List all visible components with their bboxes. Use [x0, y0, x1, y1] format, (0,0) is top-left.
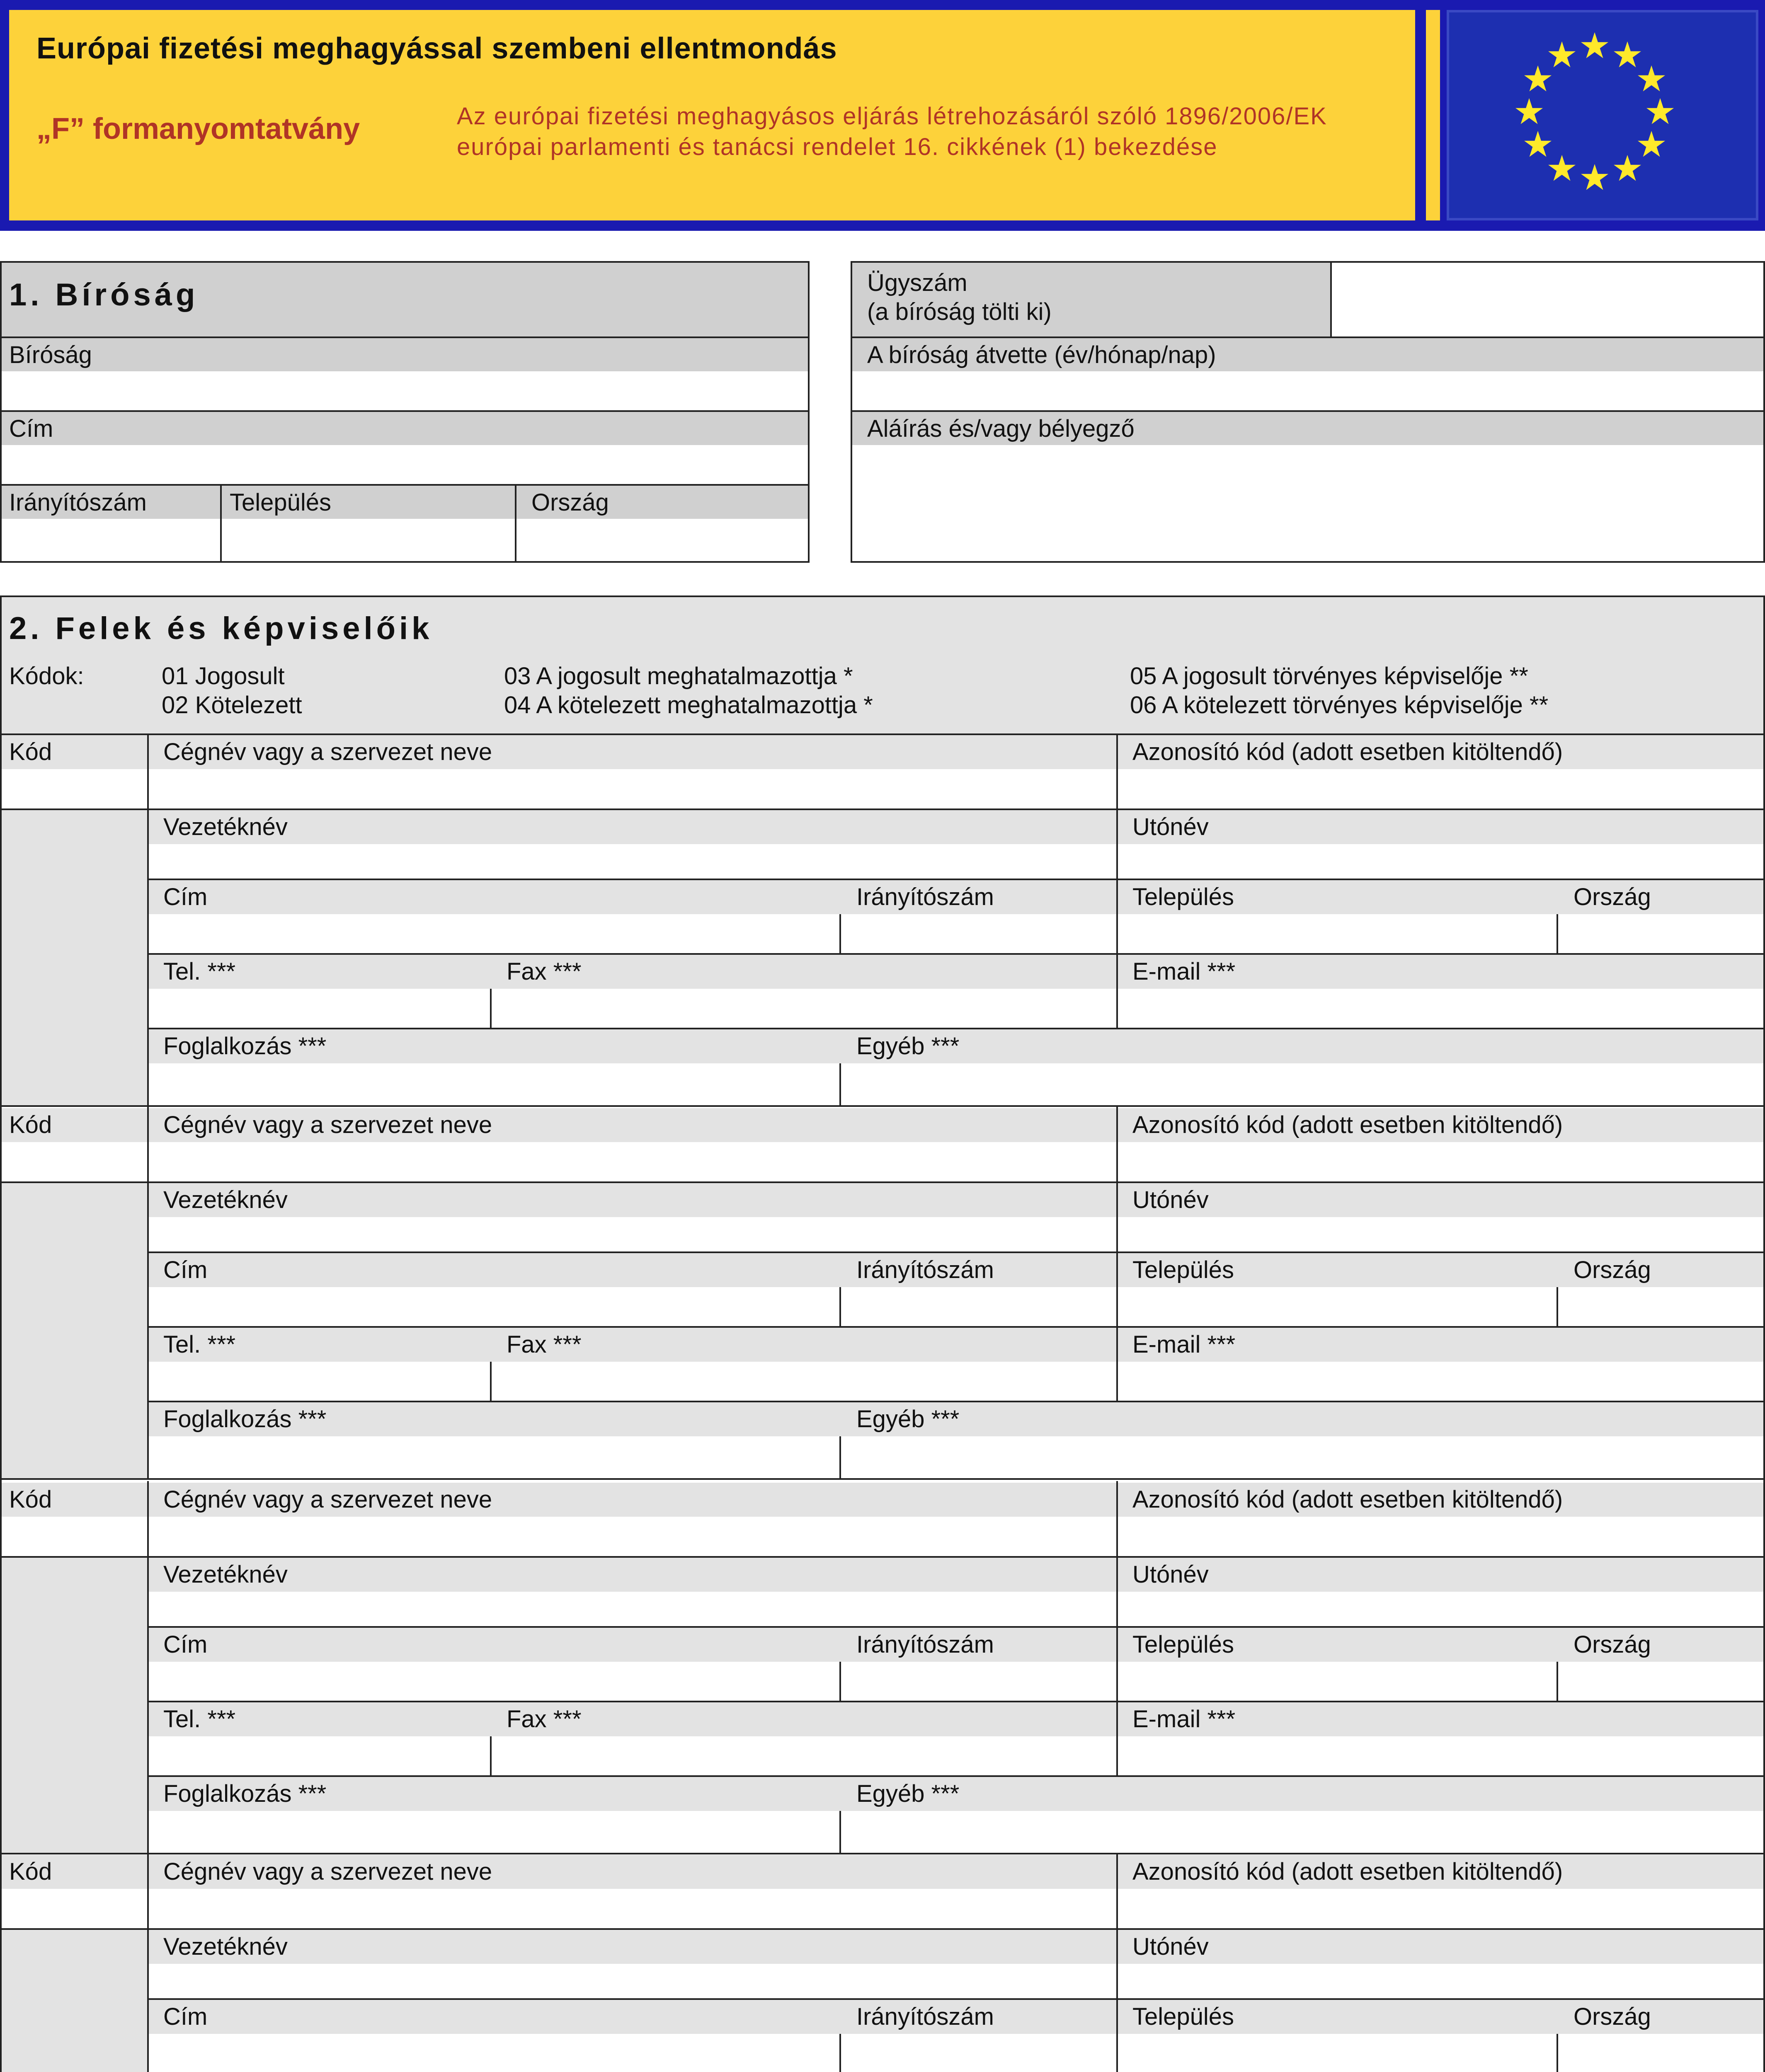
party-3-country-label: Ország: [1573, 1631, 1651, 1658]
party-1-occupation-label: Foglalkozás ***: [163, 1033, 327, 1060]
party-1-company-label: Cégnév vagy a szervezet neve: [163, 738, 492, 765]
party-1-other-label: Egyéb ***: [856, 1033, 960, 1060]
party-4-company-field[interactable]: [149, 1890, 1116, 1927]
party-3-first-name-label: Utónév: [1132, 1561, 1209, 1588]
party-3-address-label: Cím: [163, 1631, 208, 1658]
party-2-other-label: Egyéb ***: [856, 1406, 960, 1433]
header-title-panel: [9, 10, 1415, 220]
party-4-country-field[interactable]: [1558, 2036, 1763, 2072]
party-3-company-label: Cégnév vagy a szervezet neve: [163, 1486, 492, 1513]
code-02: 02 Kötelezett: [162, 692, 302, 719]
regulation-line-2: európai parlamenti és tanácsi rendelet 16. cikkének (1) bekezdése: [457, 133, 1218, 160]
party-3-surname-label: Vezetéknév: [163, 1561, 288, 1588]
party-4-address-label: Cím: [163, 2003, 208, 2030]
party-2-company-field[interactable]: [149, 1144, 1116, 1181]
party-4-zip-field[interactable]: [841, 2036, 1116, 2072]
party-3-email-label: E-mail ***: [1132, 1706, 1236, 1733]
code-04: 04 A kötelezett meghatalmazottja *: [504, 692, 873, 719]
court-city-field[interactable]: [222, 520, 515, 561]
party-1-address-label: Cím: [163, 884, 208, 910]
party-1-id-code-label: Azonosító kód (adott esetben kitöltendő): [1132, 738, 1563, 765]
court-use-box: [851, 261, 1765, 563]
party-2-occupation-field[interactable]: [149, 1438, 839, 1477]
party-2-email-field[interactable]: [1118, 1363, 1763, 1400]
party-2-city-field[interactable]: [1118, 1289, 1556, 1325]
party-1-address-field[interactable]: [149, 916, 839, 952]
party-1-zip-label: Irányítószám: [856, 884, 994, 910]
party-1-occupation-field[interactable]: [149, 1065, 839, 1104]
party-2-address-label: Cím: [163, 1256, 208, 1283]
star-icon: ★: [1611, 148, 1644, 189]
party-3-zip-field[interactable]: [841, 1663, 1116, 1700]
party-1-code-field[interactable]: [2, 771, 147, 808]
party-2-surname-field[interactable]: [149, 1219, 1116, 1250]
star-icon: ★: [1611, 34, 1644, 76]
court-city-label: Település: [230, 489, 332, 516]
party-3-first-name-field[interactable]: [1118, 1593, 1763, 1625]
party-3-fax-label: Fax ***: [507, 1706, 582, 1733]
form-name: „F” formanyomtatvány: [36, 112, 360, 145]
party-2-country-field[interactable]: [1558, 1289, 1763, 1325]
party-2-fax-label: Fax ***: [507, 1331, 582, 1358]
party-1-zip-field[interactable]: [841, 916, 1116, 952]
star-icon: ★: [1522, 124, 1554, 165]
code-01: 01 Jogosult: [162, 663, 285, 690]
party-3-occupation-label: Foglalkozás ***: [163, 1780, 327, 1807]
court-address-field[interactable]: [2, 445, 808, 483]
party-2-id-code-label: Azonosító kód (adott esetben kitöltendő): [1132, 1111, 1563, 1138]
star-icon: ★: [1546, 148, 1578, 189]
party-1-first-name-field[interactable]: [1118, 846, 1763, 877]
court-label: Bíróság: [9, 341, 92, 368]
court-zip-field[interactable]: [2, 520, 220, 561]
case-number-label: Ügyszám: [867, 269, 967, 296]
party-3-address-field[interactable]: [149, 1663, 839, 1700]
case-number-note: (a bíróság tölti ki): [867, 298, 1052, 325]
party-4-zip-label: Irányítószám: [856, 2003, 994, 2030]
party-2-city-label: Település: [1132, 1256, 1234, 1283]
party-2-email-label: E-mail ***: [1132, 1331, 1236, 1358]
party-3-code-column: [2, 1556, 147, 1853]
party-1-country-label: Ország: [1573, 884, 1651, 910]
party-4-first-name-field[interactable]: [1118, 1965, 1763, 1997]
party-3-email-field[interactable]: [1118, 1738, 1763, 1774]
party-1-id-code-field[interactable]: [1118, 771, 1763, 808]
party-1-company-field[interactable]: [149, 771, 1116, 808]
party-4-city-field[interactable]: [1118, 2036, 1556, 2072]
court-zip-label: Irányítószám: [9, 489, 147, 516]
party-1-other-field[interactable]: [841, 1065, 1763, 1104]
party-4-code-label: Kód: [9, 1858, 52, 1885]
party-4-id-code-label: Azonosító kód (adott esetben kitöltendő): [1132, 1858, 1563, 1885]
star-icon: ★: [1578, 25, 1611, 67]
signature-field[interactable]: [852, 445, 1763, 561]
court-country-field[interactable]: [516, 520, 808, 561]
star-icon: ★: [1635, 124, 1668, 165]
star-icon: ★: [1546, 34, 1578, 76]
header-stripe: [1426, 10, 1440, 220]
party-2-tel-field[interactable]: [149, 1363, 490, 1400]
party-3-id-code-field[interactable]: [1118, 1518, 1763, 1555]
party-3-tel-field[interactable]: [149, 1738, 490, 1774]
party-4-code-field[interactable]: [2, 1890, 147, 1927]
party-4-id-code-field[interactable]: [1118, 1890, 1763, 1927]
party-2-occupation-label: Foglalkozás ***: [163, 1406, 327, 1433]
party-2-first-name-label: Utónév: [1132, 1186, 1209, 1213]
eu-flag-icon: [1447, 10, 1758, 220]
party-3-company-field[interactable]: [149, 1518, 1116, 1555]
party-1-fax-label: Fax ***: [507, 958, 582, 985]
party-4-company-label: Cégnév vagy a szervezet neve: [163, 1858, 492, 1885]
party-4-code-column: [2, 1928, 147, 2072]
party-1-email-label: E-mail ***: [1132, 958, 1236, 985]
party-2-address-field[interactable]: [149, 1289, 839, 1325]
code-06: 06 A kötelezett törvényes képviselője **: [1130, 692, 1549, 719]
party-3-surname-field[interactable]: [149, 1593, 1116, 1625]
party-3-city-label: Település: [1132, 1631, 1234, 1658]
party-4-city-label: Település: [1132, 2003, 1234, 2030]
party-2-first-name-field[interactable]: [1118, 1219, 1763, 1250]
party-3-other-label: Egyéb ***: [856, 1780, 960, 1807]
party-1-surname-field[interactable]: [149, 846, 1116, 877]
party-2-zip-label: Irányítószám: [856, 1256, 994, 1283]
section-parties: [0, 595, 1765, 2072]
party-1-tel-field[interactable]: [149, 990, 490, 1027]
codes-label: Kódok:: [9, 663, 84, 690]
code-03: 03 A jogosult meghatalmazottja *: [504, 663, 853, 690]
party-4-surname-label: Vezetéknév: [163, 1933, 288, 1960]
party-3-zip-label: Irányítószám: [856, 1631, 994, 1658]
signature-label: Aláírás és/vagy bélyegző: [867, 415, 1135, 442]
party-1-code-column: [2, 808, 147, 1105]
party-1-fax-field[interactable]: [492, 990, 1116, 1027]
received-date-field[interactable]: [852, 371, 1763, 409]
party-1-country-field[interactable]: [1558, 916, 1763, 952]
regulation-line-1: Az európai fizetési meghagyásos eljárás létrehozásáról szóló 1896/2006/EK: [457, 103, 1327, 130]
party-3-city-field[interactable]: [1118, 1663, 1556, 1700]
party-2-tel-label: Tel. ***: [163, 1331, 236, 1358]
party-3-other-field[interactable]: [841, 1813, 1763, 1852]
party-1-email-field[interactable]: [1118, 990, 1763, 1027]
section-court: [0, 261, 810, 563]
party-2-country-label: Ország: [1573, 1256, 1651, 1283]
party-2-company-label: Cégnév vagy a szervezet neve: [163, 1111, 492, 1138]
party-4-country-label: Ország: [1573, 2003, 1651, 2030]
court-country-label: Ország: [531, 489, 609, 516]
party-3-country-field[interactable]: [1558, 1663, 1763, 1700]
party-4-surname-field[interactable]: [149, 1965, 1116, 1997]
party-3-fax-field[interactable]: [492, 1738, 1116, 1774]
party-3-tel-label: Tel. ***: [163, 1706, 236, 1733]
court-name-field[interactable]: [2, 371, 808, 409]
party-2-code-field[interactable]: [2, 1144, 147, 1181]
party-1-code-label: Kód: [9, 738, 52, 765]
party-3-occupation-field[interactable]: [149, 1813, 839, 1852]
party-3-id-code-label: Azonosító kód (adott esetben kitöltendő): [1132, 1486, 1563, 1513]
party-4-first-name-label: Utónév: [1132, 1933, 1209, 1960]
party-3-code-label: Kód: [9, 1486, 52, 1513]
court-address-label: Cím: [9, 415, 53, 442]
section-court-title: 1. Bíróság: [9, 277, 199, 312]
party-2-surname-label: Vezetéknév: [163, 1186, 288, 1213]
section-parties-title: 2. Felek és képviselőik: [9, 611, 433, 646]
star-icon: ★: [1522, 58, 1554, 100]
star-icon: ★: [1578, 157, 1611, 198]
form-title: Európai fizetési meghagyással szembeni ellentmondás: [36, 32, 837, 65]
party-3-code-field[interactable]: [2, 1518, 147, 1555]
party-2-zip-field[interactable]: [841, 1289, 1116, 1325]
party-1-surname-label: Vezetéknév: [163, 813, 288, 840]
received-date-label: A bíróság átvette (év/hónap/nap): [867, 341, 1216, 368]
star-icon: ★: [1635, 58, 1668, 100]
code-05: 05 A jogosult törvényes képviselője **: [1130, 663, 1528, 690]
party-2-other-field[interactable]: [841, 1438, 1763, 1477]
party-1-city-field[interactable]: [1118, 916, 1556, 952]
star-icon: ★: [1644, 91, 1676, 133]
party-2-code-label: Kód: [9, 1111, 52, 1138]
party-4-address-field[interactable]: [149, 2036, 839, 2072]
party-1-city-label: Település: [1132, 884, 1234, 910]
party-1-tel-label: Tel. ***: [163, 958, 236, 985]
star-icon: ★: [1513, 91, 1545, 133]
party-2-id-code-field[interactable]: [1118, 1144, 1763, 1181]
party-2-code-column: [2, 1181, 147, 1478]
party-1-first-name-label: Utónév: [1132, 813, 1209, 840]
party-2-fax-field[interactable]: [492, 1363, 1116, 1400]
case-number-field[interactable]: [1332, 263, 1763, 336]
